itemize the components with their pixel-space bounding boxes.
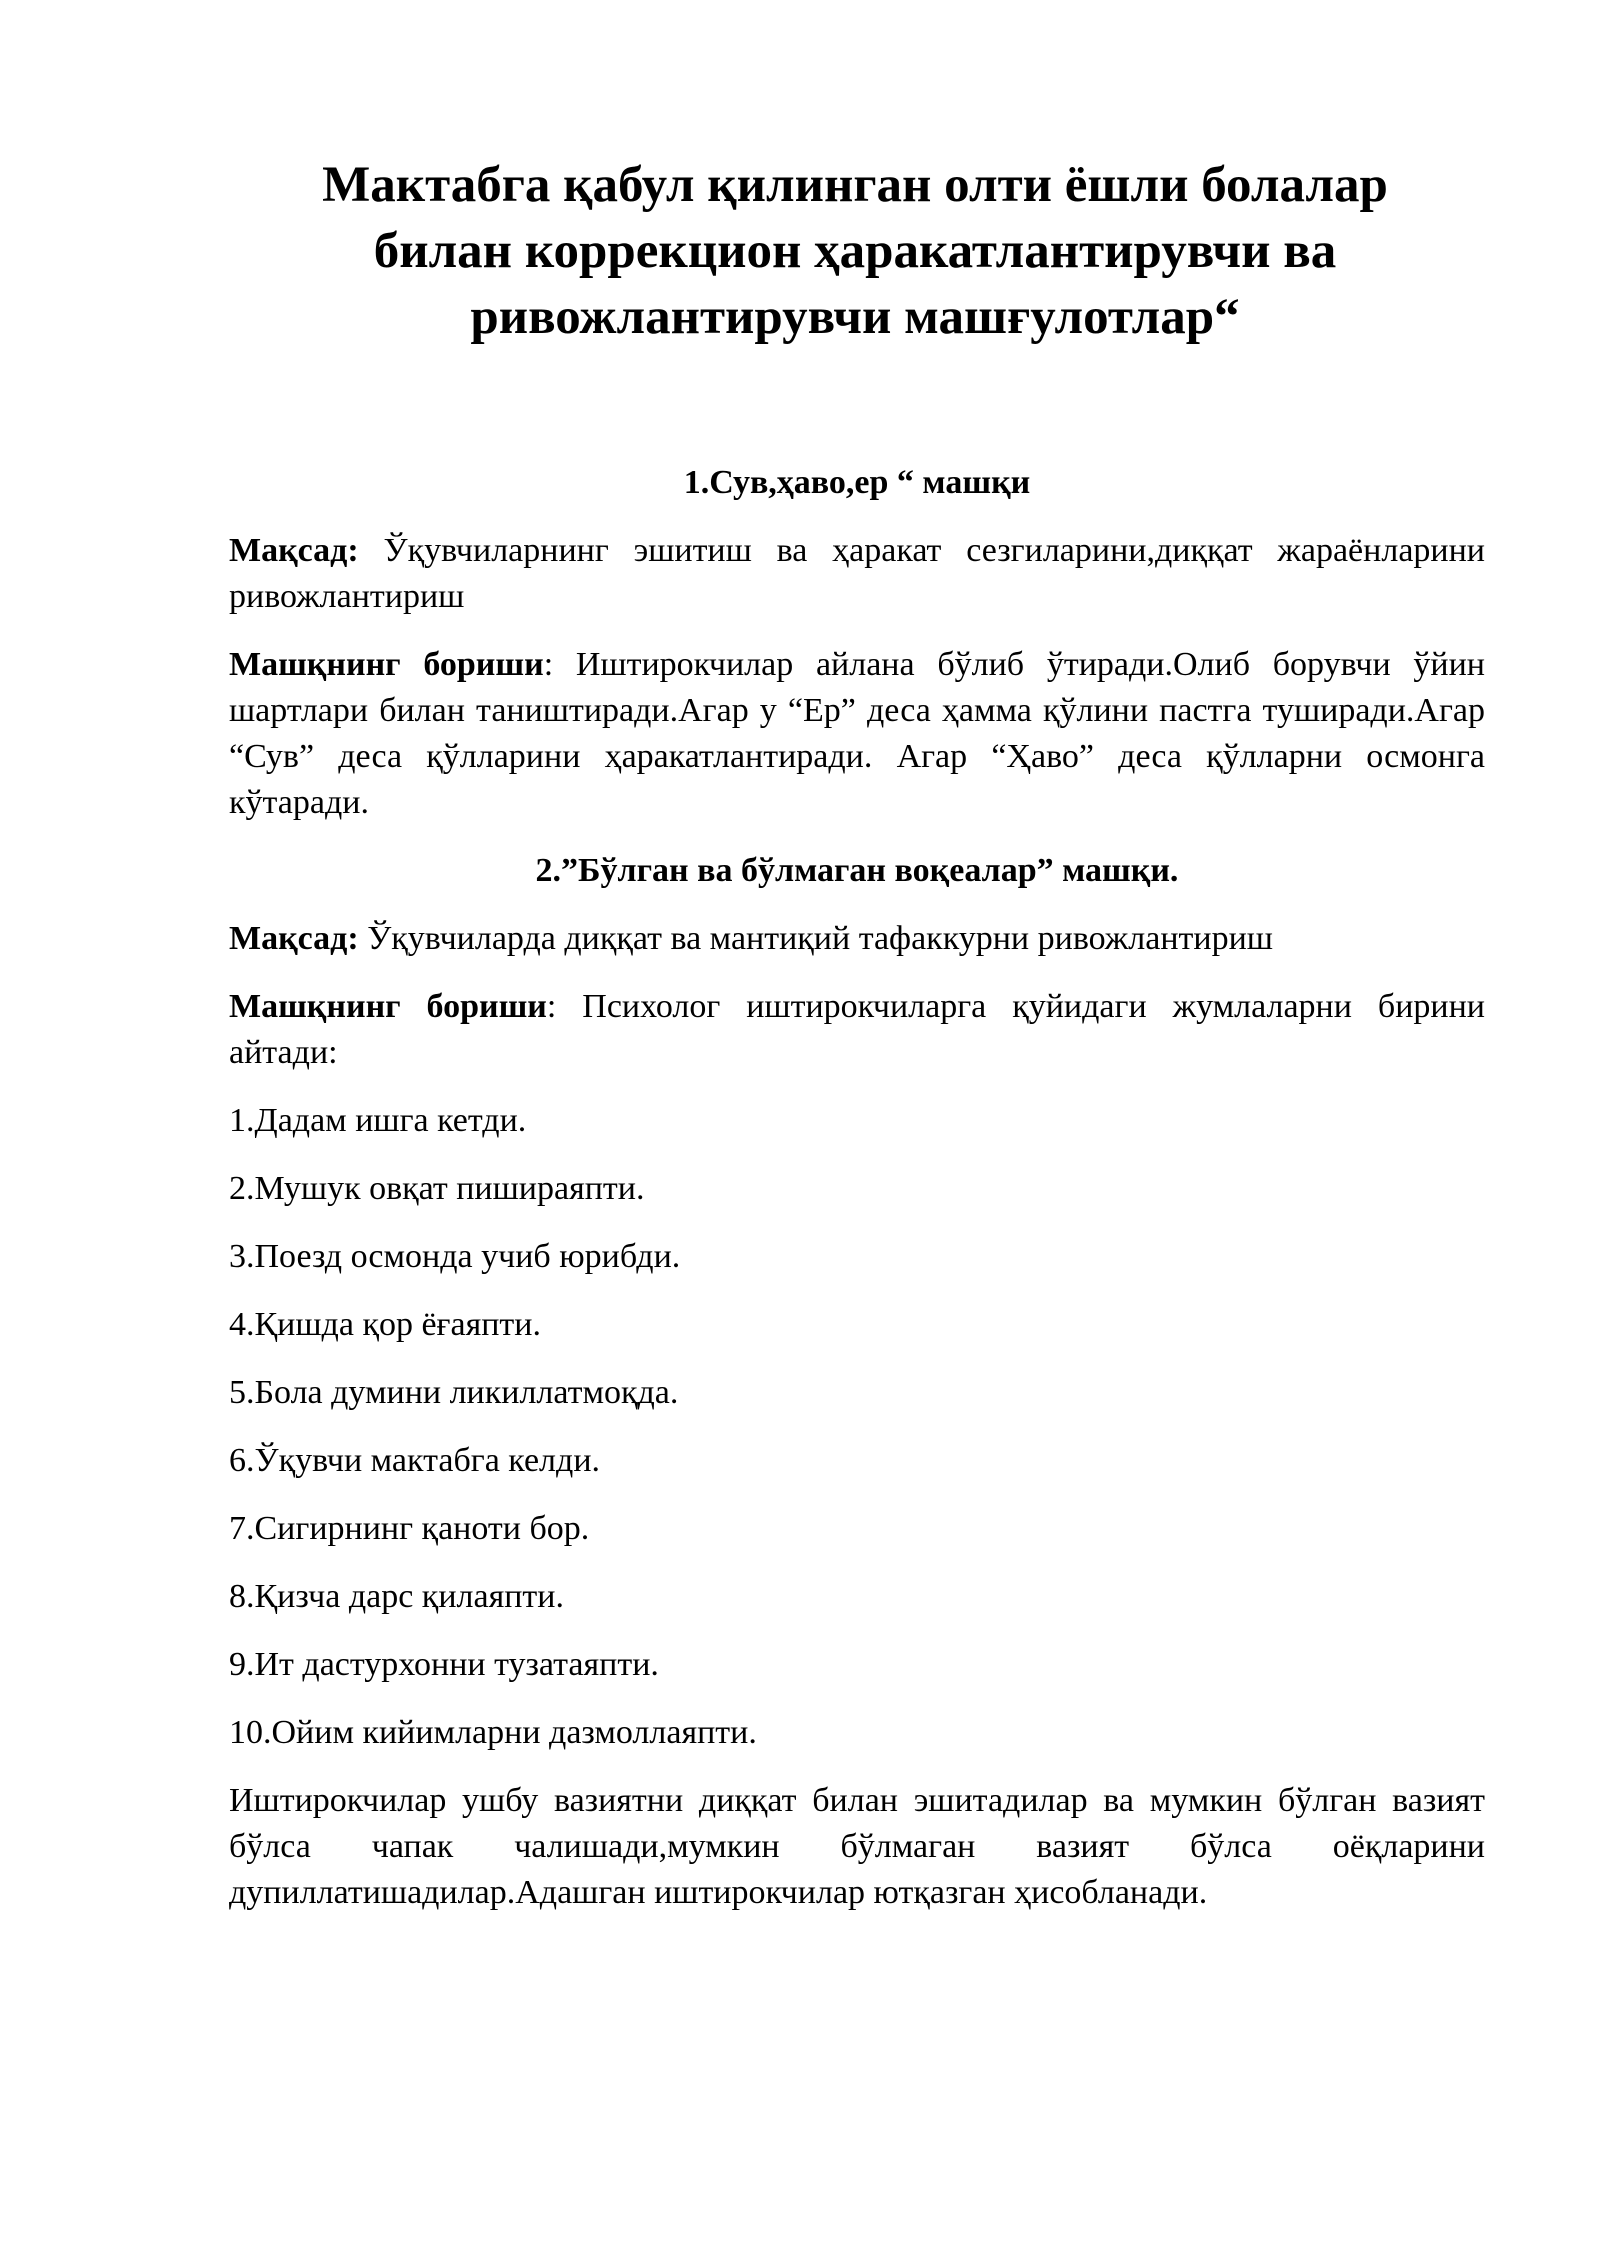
goal-text: Ўқувчиларнинг эшитиш ва ҳаракат сезгиларини,диққат жараёнларини ривожлантириш [229,532,1485,615]
goal-text: Ўқувчиларда диққат ва мантиқий тафаккурни ривожлантириш [358,920,1273,957]
closing-paragraph: Иштирокчилар ушбу вазиятни диққат билан эшитадилар ва мумкин бўлган вазият бўлса чапак чалишади,мумкин бўлмаган вазият бўлса оёқларини дупиллатишадилар.Адашган иштирокчилар ютқазган ҳисобланади. [229,1782,1485,1911]
sentence-list [229,1098,1485,1756]
title-line-1: Мактабга қабул қилинган олти ёшли болалар [322,157,1388,213]
exercise-2-process [229,984,1485,1076]
exercise-1-heading: 1.Сув,ҳаво,ер “ машқи [683,464,1031,501]
document-body [229,460,1485,1938]
exercise-2-heading: 2.”Бўлган ва бўлмаган воқеалар” машқи. [535,852,1179,889]
list-item: 4.Қишда қор ёғаяпти. [229,1306,541,1343]
goal-label: Мақсад: [229,920,359,957]
list-item: 2.Мушук овқат пишираяпти. [229,1170,645,1207]
exercise-1-goal [229,528,1485,620]
exercise-2-goal [229,916,1485,962]
list-item: 1.Дадам ишга кетди. [229,1102,527,1139]
list-item: 8.Қизча дарс қилаяпти. [229,1578,564,1615]
list-item: 5.Бола думини ликиллатмоқда. [229,1374,679,1411]
title-line-2: билан коррекцион ҳаракатлантирувчи ва [373,223,1337,279]
title-line-3: ривожлантирувчи машғулотлар“ [470,289,1240,345]
process-text: : Психолог иштирокчиларга қуйидаги жумлаларни бирини айтади: [229,988,1485,1071]
process-label: Машқнинг бориши [229,988,547,1025]
list-item: 6.Ўқувчи мактабга келди. [229,1442,601,1479]
goal-label: Мақсад: [229,532,359,569]
list-item: 7.Сигирнинг қаноти бор. [229,1510,590,1547]
list-item: 3.Поезд осмонда учиб юрибди. [229,1238,681,1275]
exercise-1-process [229,642,1485,826]
list-item: 10.Ойим кийимларни дазмоллаяпти. [229,1714,757,1751]
process-label: Машқнинг бориши [229,646,544,683]
process-text: : Иштирокчилар айлана бўлиб ўтиради.Олиб борувчи ўйин шартлари билан таништиради.Агар у “Ер” деса ҳамма қўлини пастга туширади.Агар “Сув” деса қўлларини ҳаракатлантиради. Агар “Ҳаво” деса қўлларни осмонга кўтаради. [229,646,1485,821]
document-title [230,152,1480,350]
list-item: 9.Ит дастурхонни тузатаяпти. [229,1646,659,1683]
